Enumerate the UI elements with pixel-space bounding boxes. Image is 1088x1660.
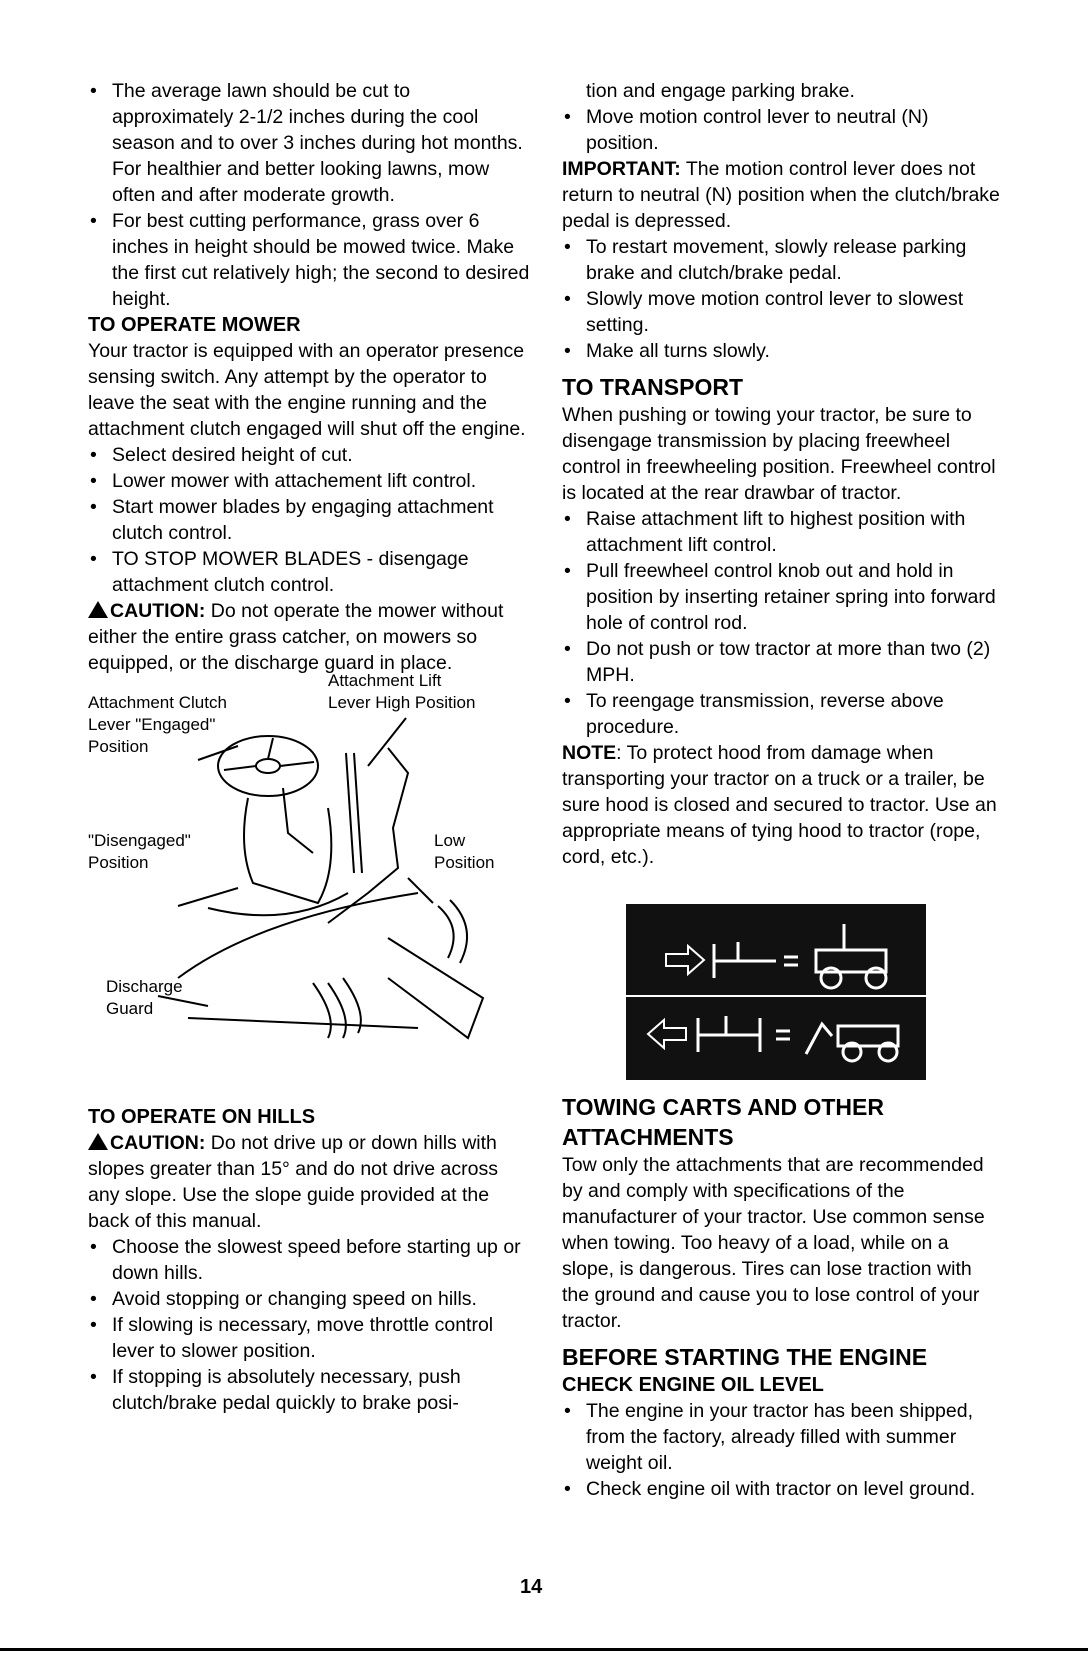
- discharge-line1: Discharge: [106, 977, 183, 996]
- page-bottom-rule: [0, 1648, 1088, 1651]
- important-text: The motion control lever does not return to neutral (N) position when the clutch/brake pedal is depressed.: [562, 158, 1000, 232]
- lift-label-line2: Lever High Position: [328, 693, 476, 712]
- oil-list: [562, 1398, 1002, 1502]
- note-label: NOTE: [562, 742, 617, 764]
- operate-mower-list: [88, 442, 533, 598]
- list-item: • Avoid stopping or changing speed on hills.: [88, 1286, 533, 1312]
- caution-hills: [88, 1130, 533, 1234]
- list-item: • Do not push or tow tractor at more than two (2) MPH.: [562, 636, 1002, 688]
- list-item: • Select desired height of cut.: [88, 442, 533, 468]
- mowing-tips-list: [88, 78, 533, 312]
- note-text: : To protect hood from damage when transporting your tractor on a truck or a trailer, be sure hood is closed and secured to tractor. Use an appropriate means of tying hood to tractor (rope, cord, etc.).: [562, 742, 997, 868]
- freewheel-decal: [626, 904, 926, 1080]
- list-item: • For best cutting performance, grass over 6 inches in height should be mowed twice. Make the first cut relatively high; the second to desired height.: [88, 208, 533, 312]
- list-item: • Lower mower with attachement lift control.: [88, 468, 533, 494]
- discharge-guard-label: [106, 976, 183, 1020]
- list-item: • Choose the slowest speed before starting up or down hills.: [88, 1234, 533, 1286]
- important-note: [562, 156, 1002, 234]
- movement-list: [562, 234, 1002, 364]
- neutral-list: [562, 104, 1002, 156]
- check-oil-heading: CHECK ENGINE OIL LEVEL: [562, 1374, 824, 1396]
- right-column: [562, 78, 1002, 1502]
- caution-mower: [88, 598, 533, 676]
- caution-label: CAUTION:: [110, 600, 206, 622]
- clutch-lever-label: [88, 692, 227, 758]
- transport-list: [562, 506, 1002, 740]
- towing-heading: TOWING CARTS AND OTHER ATTACHMENTS: [562, 1094, 884, 1150]
- disengaged-label: [88, 830, 191, 874]
- disengaged-line1: "Disengaged": [88, 831, 191, 850]
- list-item: • To restart movement, slowly release parking brake and clutch/brake pedal.: [562, 234, 1002, 286]
- low-position-label: [434, 830, 494, 874]
- list-item: • Pull freewheel control knob out and hold in position by inserting retainer spring into forward hole of control rod.: [562, 558, 1002, 636]
- list-item: • Move motion control lever to neutral (N) position.: [562, 104, 1002, 156]
- warning-triangle-icon: [88, 1133, 108, 1150]
- clutch-label-line2: Lever "Engaged": [88, 715, 216, 734]
- hills-list: [88, 1234, 533, 1416]
- caution-text: Do not drive up or down hills with slopes greater than 15° and do not drive across any slope. Use the slope guide provided at the back of this manual.: [88, 1132, 498, 1232]
- disengaged-line2: Position: [88, 853, 149, 872]
- list-item: • Make all turns slowly.: [562, 338, 1002, 364]
- list-item: • Start mower blades by engaging attachment clutch control.: [88, 494, 533, 546]
- warning-triangle-icon: [88, 601, 108, 618]
- lift-label-line1: Attachment Lift: [328, 671, 442, 690]
- list-item: • The engine in your tractor has been shipped, from the factory, already filled with summer weight oil.: [562, 1398, 1002, 1476]
- clutch-label-line3: Position: [88, 737, 149, 756]
- operate-mower-text: Your tractor is equipped with an operator presence sensing switch. Any attempt by the operator to leave the seat with the engine running and the attachment clutch engaged will shut off the engine.: [88, 340, 526, 440]
- low-line1: Low: [434, 831, 466, 850]
- left-column: [88, 78, 533, 1416]
- list-item: • If stopping is absolutely necessary, push clutch/brake pedal quickly to brake posi-: [88, 1364, 533, 1416]
- discharge-line2: Guard: [106, 999, 154, 1018]
- list-item: • To reengage transmission, reverse above procedure.: [562, 688, 1002, 740]
- note-paragraph: [562, 740, 1002, 870]
- transport-heading: TO TRANSPORT: [562, 374, 744, 400]
- caution-text: Do not operate the mower without either the entire grass catcher, on mowers so equipped, or the discharge guard in place.: [88, 600, 504, 674]
- freewheel-decal-icon: [626, 904, 926, 1080]
- caution-label: CAUTION:: [110, 1132, 206, 1154]
- list-item: • Slowly move motion control lever to slowest setting.: [562, 286, 1002, 338]
- lift-lever-label: [328, 670, 475, 714]
- mower-controls-figure: [88, 671, 533, 1098]
- low-line2: Position: [434, 853, 495, 872]
- page-number: 14: [520, 1576, 543, 1598]
- transport-text: When pushing or towing your tractor, be sure to disengage transmission by placing freewheel control in freewheeling position. Freewheel control is located at the rear drawbar of tractor.: [562, 404, 996, 504]
- list-item: • Check engine oil with tractor on level ground.: [562, 1476, 1002, 1502]
- clutch-label-line1: Attachment Clutch: [88, 693, 227, 712]
- list-item: • If slowing is necessary, move throttle control lever to slower position.: [88, 1312, 533, 1364]
- towing-text: Tow only the attachments that are recommended by and comply with specifications of the manufacturer of your tractor. Use common sense when towing. Too heavy of a load, while on a slope, is dangerous. Tires can lose traction with the ground and cause you to lose control of your tractor.: [562, 1154, 985, 1332]
- important-label: IMPORTANT:: [562, 158, 681, 180]
- continued-text: tion and engage parking brake.: [586, 80, 855, 102]
- list-item: • Raise attachment lift to highest position with attachment lift control.: [562, 506, 1002, 558]
- list-item: • The average lawn should be cut to approximately 2-1/2 inches during the cool season and to over 3 inches during hot months. For healthier and better looking lawns, mow often and after moderate growth.: [88, 78, 533, 208]
- operate-mower-heading: TO OPERATE MOWER: [88, 314, 301, 336]
- list-item: • TO STOP MOWER BLADES - disengage attachment clutch control.: [88, 546, 533, 598]
- before-starting-heading: BEFORE STARTING THE ENGINE: [562, 1344, 928, 1370]
- hills-heading: TO OPERATE ON HILLS: [88, 1106, 316, 1128]
